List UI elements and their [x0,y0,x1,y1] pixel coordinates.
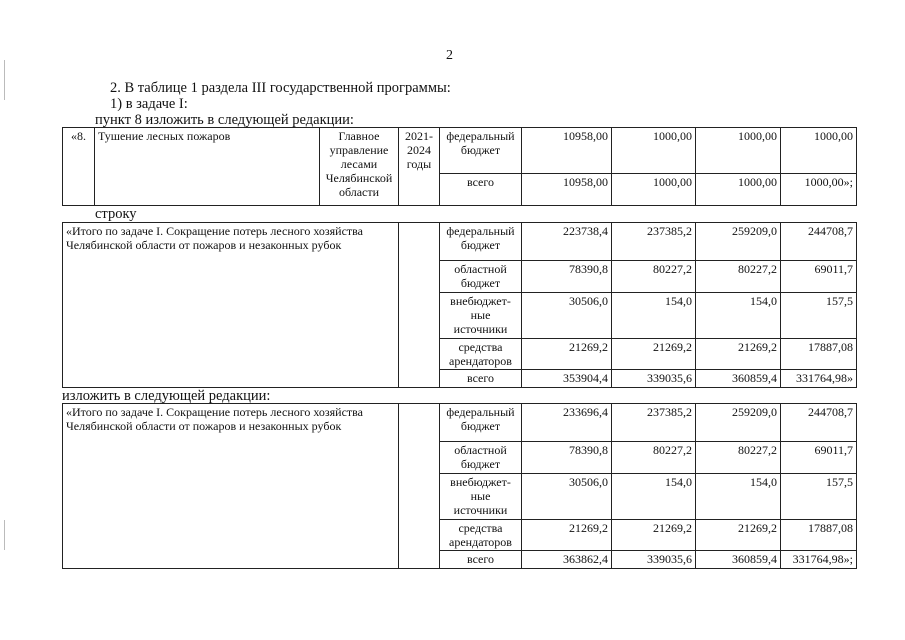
value-cell: 259209,0 [696,404,781,442]
value-cell: 80227,2 [612,442,696,474]
value-cell: 21269,2 [696,339,781,370]
value-cell: 244708,7 [781,404,857,442]
paragraph-task: 1) в задаче I: [110,96,188,112]
funding-source: всего [440,551,522,569]
value-cell: 154,0 [696,293,781,339]
paragraph-point8: пункт 8 изложить в следующей редакции: [95,112,354,128]
value-cell: 244708,7 [781,223,857,261]
value-cell: 21269,2 [612,520,696,551]
empty-period-cell [399,223,440,388]
value-cell: 21269,2 [522,520,612,551]
value-cell: 353904,4 [522,370,612,388]
row-number: «8. [63,128,95,206]
value-cell: 1000,00 [696,128,781,174]
value-cell: 1000,00 [612,174,696,206]
value-cell: 233696,4 [522,404,612,442]
value-cell: 30506,0 [522,293,612,339]
value-cell: 331764,98» [781,370,857,388]
value-cell: 363862,4 [522,551,612,569]
value-cell: 154,0 [612,293,696,339]
value-cell: 80227,2 [612,261,696,293]
value-cell: 1000,00 [781,128,857,174]
value-cell: 21269,2 [522,339,612,370]
funding-source: федеральный бюджет [440,404,522,442]
funding-source: средства арендаторов [440,520,522,551]
value-cell: 10958,00 [522,128,612,174]
label-stroku: строку [95,206,137,222]
value-cell: 339035,6 [612,370,696,388]
table-total-old [62,222,857,388]
value-cell: 331764,98»; [781,551,857,569]
executor-cell: Главное управление лесами Челябинской области [320,128,399,206]
value-cell: 21269,2 [612,339,696,370]
empty-period-cell [399,404,440,569]
value-cell: 1000,00 [696,174,781,206]
value-cell: 223738,4 [522,223,612,261]
value-cell: 360859,4 [696,551,781,569]
value-cell: 157,5 [781,474,857,520]
table-row [63,404,857,442]
funding-source: средства арендаторов [440,339,522,370]
value-cell: 259209,0 [696,223,781,261]
funding-source: всего [440,370,522,388]
value-cell: 17887,08 [781,520,857,551]
funding-source: областной бюджет [440,442,522,474]
funding-source: внебюджет- ные источники [440,474,522,520]
value-cell: 360859,4 [696,370,781,388]
value-cell: 339035,6 [612,551,696,569]
value-cell: 80227,2 [696,442,781,474]
value-cell: 69011,7 [781,442,857,474]
value-cell: 154,0 [612,474,696,520]
value-cell: 10958,00 [522,174,612,206]
funding-source: областной бюджет [440,261,522,293]
funding-source: всего [440,174,522,206]
period-cell: 2021- 2024 годы [399,128,440,206]
total-title: «Итого по задаче I. Сокращение потерь лесного хозяйства Челябинской области от пожаров и незаконных рубок [63,404,399,569]
value-cell: 17887,08 [781,339,857,370]
table-point-8 [62,127,857,206]
scan-margin-line [4,60,5,100]
page-number: 2 [446,48,453,63]
total-title: «Итого по задаче I. Сокращение потерь лесного хозяйства Челябинской области от пожаров и незаконных рубок [63,223,399,388]
value-cell: 1000,00 [612,128,696,174]
funding-source: федеральный бюджет [440,128,522,174]
measure-name: Тушение лесных пожаров [95,128,320,206]
value-cell: 78390,8 [522,261,612,293]
value-cell: 21269,2 [696,520,781,551]
value-cell: 80227,2 [696,261,781,293]
paragraph-intro: 2. В таблице 1 раздела III государственной программы: [110,80,451,96]
value-cell: 30506,0 [522,474,612,520]
value-cell: 1000,00»; [781,174,857,206]
funding-source: федеральный бюджет [440,223,522,261]
value-cell: 237385,2 [612,404,696,442]
value-cell: 237385,2 [612,223,696,261]
scan-margin-line [4,520,5,550]
table-total-new [62,403,857,569]
table-row [63,223,857,261]
value-cell: 154,0 [696,474,781,520]
value-cell: 69011,7 [781,261,857,293]
value-cell: 157,5 [781,293,857,339]
funding-source: внебюджет- ные источники [440,293,522,339]
value-cell: 78390,8 [522,442,612,474]
label-izlozhit: изложить в следующей редакции: [62,388,271,404]
